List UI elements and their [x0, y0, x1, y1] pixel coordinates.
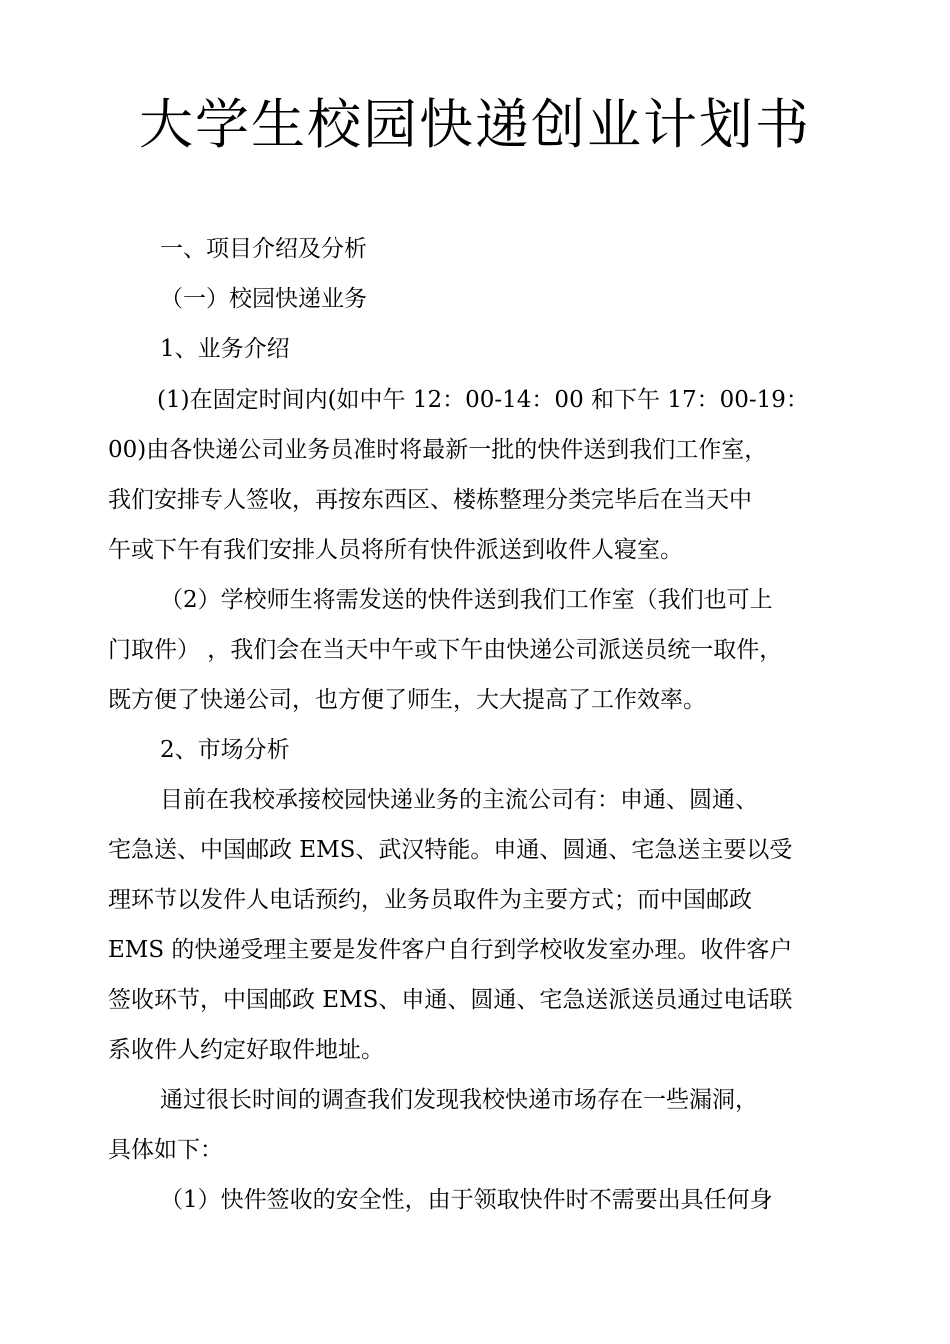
paragraph-line: 理环节以发件人电话预约，业务员取件为主要方式；而中国邮政	[108, 887, 752, 913]
paragraph-line: 目前在我校承接校园快递业务的主流公司有：申通、圆通、	[160, 787, 758, 813]
document-title: 大学生校园快递创业计划书	[139, 93, 811, 156]
paragraph-line: 具体如下：	[108, 1137, 223, 1163]
paragraph-line: EMS 的快递受理主要是发件客户自行到学校收发室办理。收件客户	[108, 937, 793, 963]
paragraph-line: 通过很长时间的调查我们发现我校快递市场存在一些漏洞，	[160, 1087, 758, 1113]
paragraph-line: 系收件人约定好取件地址。	[108, 1037, 384, 1063]
paragraph-line: （1）快件签收的安全性，由于领取快件时不需要出具任何身	[160, 1187, 773, 1213]
paragraph-line: 午或下午有我们安排人员将所有快件派送到收件人寝室。	[108, 537, 683, 563]
paragraph-line: 门取件） ，我们会在当天中午或下午由快递公司派送员统一取件，	[108, 637, 783, 663]
section-heading-project-intro: 一、项目介绍及分析	[160, 236, 367, 262]
item-heading-business-intro: 1、业务介绍	[160, 336, 290, 362]
paragraph-line: 00)由各快递公司业务员准时将最新一批的快件送到我们工作室，	[108, 437, 768, 463]
paragraph-line: (1)在固定时间内(如中午 12：00-14：00 和下午 17：00-19：	[157, 387, 809, 413]
subsection-heading-campus-express: （一）校园快递业务	[160, 286, 367, 312]
paragraph-line: （2）学校师生将需发送的快件送到我们工作室（我们也可上	[160, 587, 773, 613]
paragraph-line: 既方便了快递公司，也方便了师生，大大提高了工作效率。	[108, 687, 706, 713]
paragraph-line: 宅急送、中国邮政 EMS、武汉特能。申通、圆通、宅急送主要以受	[108, 837, 793, 863]
item-heading-market-analysis: 2、市场分析	[160, 737, 290, 763]
paragraph-line: 签收环节，中国邮政 EMS、申通、圆通、宅急送派送员通过电话联	[108, 987, 793, 1013]
paragraph-line: 我们安排专人签收，再按东西区、楼栋整理分类完毕后在当天中	[108, 487, 752, 513]
